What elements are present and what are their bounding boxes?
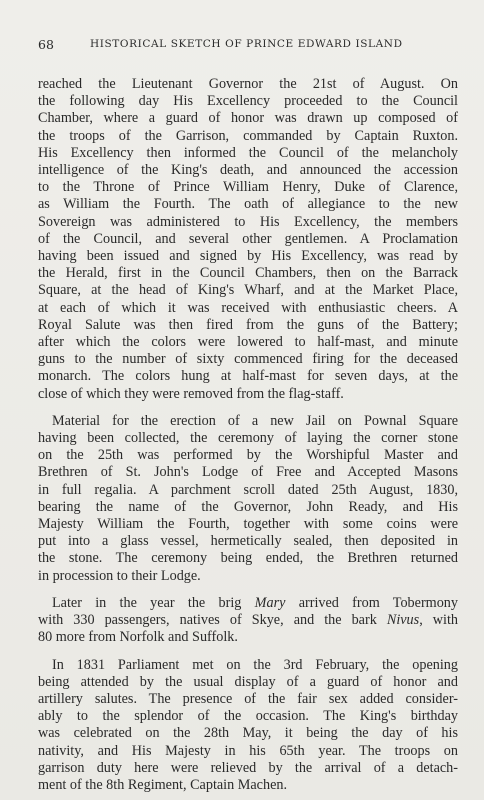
page-header: [38, 37, 454, 53]
text-line: being attended by the usual display of a guard of honor and: [38, 673, 458, 690]
text-line: ment of the 8th Regiment, Captain Machen.: [38, 776, 288, 793]
text-line: the troops of the Garrison, commanded by Captain Ruxton.: [38, 127, 458, 144]
text-line: Material for the erection of a new Jail on Pownal Square: [52, 412, 458, 429]
text-line: of the Council, and several other gentlemen. A Proclamation: [38, 230, 458, 247]
text-line: on the 25th was performed by the Worshipful Master and: [38, 447, 458, 464]
text-segment: arrived from Tobermony: [285, 594, 458, 611]
text-line: the following day His Excellency proceeded to the Council: [38, 93, 458, 110]
text-line: the stone. The ceremony being ended, the Brethren returned: [38, 550, 458, 567]
text-line: monarch. The colors hung at half-mast for seven days, at the: [38, 368, 458, 385]
text-line: [38, 612, 458, 629]
text-line: His Excellency then informed the Council of the melancholy: [38, 144, 458, 161]
text-line: [38, 595, 458, 612]
text-line: having been collected, the ceremony of laying the corner stone: [38, 430, 458, 447]
text-line: Majesty William the Fourth, together with some coins were: [38, 516, 458, 533]
text-line: Sovereign was administered to His Excellency, the members: [38, 213, 458, 230]
text-line: reached the Lieutenant Governor the 21st of August. On: [38, 76, 458, 92]
text-line: in full regalia. A parchment scroll dated 25th August, 1830,: [38, 481, 458, 498]
text-segment: , with: [419, 612, 458, 629]
text-line: 80 more from Norfolk and Suffolk.: [38, 629, 238, 646]
running-head: HISTORICAL SKETCH OF PRINCE EDWARD ISLAND: [90, 38, 403, 50]
text-line: at each of which it was received with enthusiastic cheers. A: [38, 299, 458, 316]
text-line: Square, at the head of King's Wharf, and at the Market Place,: [38, 282, 458, 299]
text-line: as William the Fourth. The oath of allegiance to the new: [38, 196, 458, 213]
text-line: artillery salutes. The presence of the fair sex added consider-: [38, 690, 458, 707]
text-line: bearing the name of the Governor, John Ready, and His: [38, 498, 458, 515]
text-line: intelligence of the King's death, and announced the accession: [38, 162, 458, 179]
text-line: Royal Salute was then fired from the guns of the Battery;: [38, 316, 458, 333]
text-line: close of which they were removed from the flag-staff.: [38, 385, 344, 402]
text-line: Brethren of St. John's Lodge of Free and Accepted Masons: [38, 464, 458, 481]
text-segment: with 330 passengers, natives of Skye, and the bark: [38, 612, 387, 629]
text-line: after which the colors were lowered to half-mast, and minute: [38, 334, 458, 351]
ship-name: Nivus: [386, 612, 420, 629]
text-line: ably to the splendor of the occasion. The King's birthday: [38, 708, 458, 725]
text-line: Chamber, where a guard of honor was drawn up composed of: [38, 110, 458, 127]
text-line: was celebrated on the 28th May, it being the day of his: [38, 725, 458, 742]
paragraph-1: [38, 76, 458, 403]
text-line: having been issued and signed by His Excellency, was read by: [38, 248, 458, 265]
page-body: [38, 76, 458, 794]
text-line: in procession to their Lodge.: [38, 567, 201, 584]
ship-name: Mary: [254, 594, 286, 611]
text-line: In 1831 Parliament met on the 3rd February, the opening: [52, 656, 458, 673]
paragraph-4: [38, 657, 458, 795]
page-number: 68: [38, 37, 54, 52]
paragraph-2: [38, 413, 458, 585]
paragraph-3: [38, 595, 458, 647]
text-segment: Later in the year the brig: [52, 594, 255, 611]
text-line: garrison duty here were relieved by the arrival of a detach-: [38, 759, 458, 776]
text-line: to the Throne of Prince William Henry, Duke of Clarence,: [38, 179, 458, 196]
text-line: the Herald, first in the Council Chambers, then on the Barrack: [38, 265, 458, 282]
text-line: put into a glass vessel, hermetically sealed, then deposited in: [38, 533, 458, 550]
text-line: guns to the number of sixty commenced firing for the deceased: [38, 351, 458, 368]
text-line: nativity, and His Majesty in his 65th year. The troops on: [38, 742, 458, 759]
